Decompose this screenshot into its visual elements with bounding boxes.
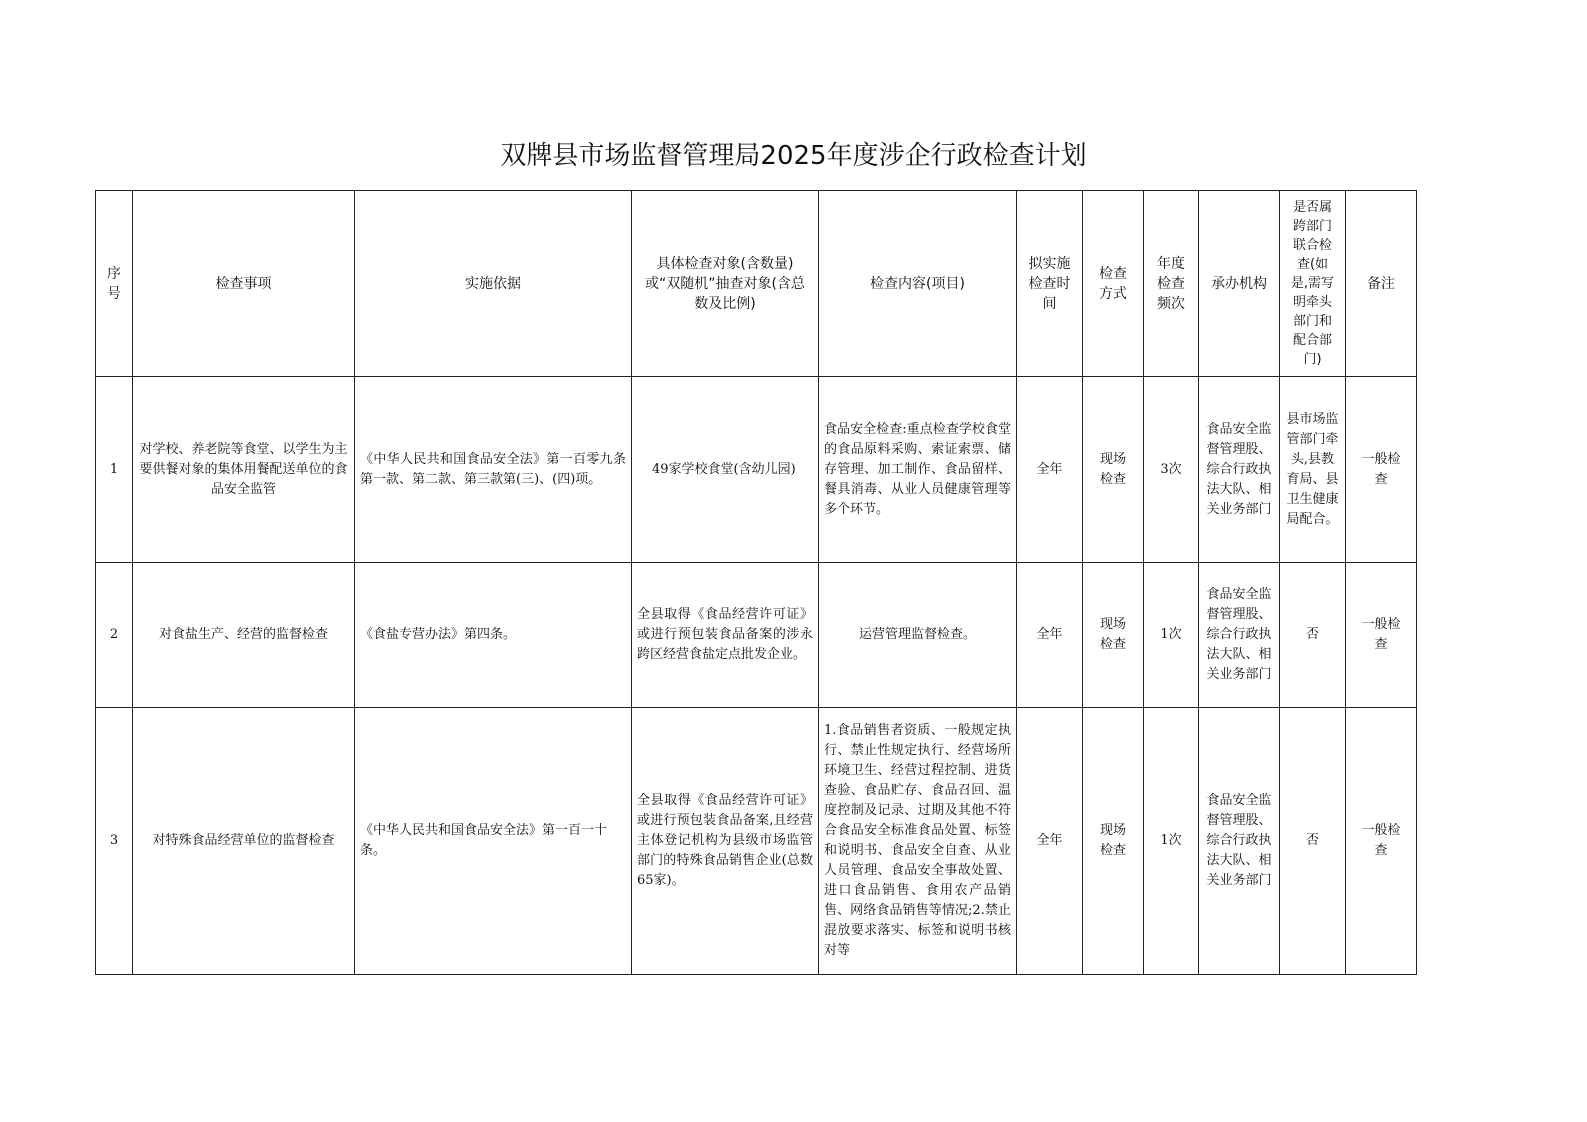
- row-time: 全年: [1017, 563, 1083, 708]
- row-joint: 否: [1280, 708, 1346, 975]
- header-content: 检查内容(项目): [819, 191, 1017, 377]
- row-remark: 一般检查: [1346, 377, 1417, 563]
- header-time: 拟实施检查时间: [1017, 191, 1083, 377]
- row-basis: 《食盐专营办法》第四条。: [355, 563, 632, 708]
- row-method: 现场检查: [1083, 563, 1144, 708]
- row-org: 食品安全监督管理股、综合行政执法大队、相关业务部门: [1199, 563, 1280, 708]
- row-target: 全县取得《食品经营许可证》或进行预包装食品备案,且经营主体登记机构为县级市场监管部门的特殊食品销售企业(总数65家)。: [632, 708, 819, 975]
- row-frequency: 3次: [1144, 377, 1199, 563]
- row-remark: 一般检查: [1346, 563, 1417, 708]
- row-content: [819, 708, 1017, 975]
- page-title: 双牌县市场监督管理局2025年度涉企行政检查计划: [500, 141, 1087, 171]
- row-time: 全年: [1017, 377, 1083, 563]
- row-content: 食品安全检查:重点检查学校食堂的食品原料采购、索证索票、储存管理、加工制作、食品留样、餐具消毒、从业人员健康管理等多个环节。: [819, 377, 1017, 563]
- header-target: 具体检查对象(含数量)或“双随机”抽查对象(含总数及比例): [632, 191, 819, 377]
- table-row: [96, 563, 1417, 708]
- row-time: 全年: [1017, 708, 1083, 975]
- row-seq: 2: [96, 563, 133, 708]
- header-frequency: 年度检查频次: [1144, 191, 1199, 377]
- header-joint: 是否属跨部门联合检查(如是,需写明牵头部门和配合部门): [1280, 191, 1346, 377]
- row-seq: 1: [96, 377, 133, 563]
- table-row: [96, 377, 1417, 563]
- header-basis: 实施依据: [355, 191, 632, 377]
- row-frequency: 1次: [1144, 563, 1199, 708]
- header-seq: 序号: [96, 191, 133, 377]
- row-method: 现场检查: [1083, 708, 1144, 975]
- row-content-text: 1.食品销售者资质、一般规定执行、禁止性规定执行、经营场所环境卫生、经营过程控制、进货查验、食品贮存、食品召回、温度控制及记录、过期及其他不符合食品安全标准食品处置、标签和说明书、食品安全自查、从业人员管理、食品安全事故处置、进口食品销售、食用农产品销售、网络食品销售等情况;2.禁止混放要求落实、标签和说明书核对等: [824, 723, 1011, 958]
- row-content: 运营管理监督检查。: [819, 563, 1017, 708]
- row-item: 对食盐生产、经营的监督检查: [133, 563, 355, 708]
- header-remark: 备注: [1346, 191, 1417, 377]
- row-seq: 3: [96, 708, 133, 975]
- header-item: 检查事项: [133, 191, 355, 377]
- row-remark: 一般检查: [1346, 708, 1417, 975]
- header-org: 承办机构: [1199, 191, 1280, 377]
- header-method: 检查方式: [1083, 191, 1144, 377]
- row-basis: 《中华人民共和国食品安全法》第一百零九条第一款、第二款、第三款第(三)、(四)项。: [355, 377, 632, 563]
- row-item: 对特殊食品经营单位的监督检查: [133, 708, 355, 975]
- row-joint: 否: [1280, 563, 1346, 708]
- row-target: 49家学校食堂(含幼儿园): [632, 377, 819, 563]
- row-joint: 县市场监管部门牵头,县教育局、县卫生健康局配合。: [1280, 377, 1346, 563]
- inspection-plan-table: [95, 190, 1417, 975]
- row-org: 食品安全监督管理股、综合行政执法大队、相关业务部门: [1199, 377, 1280, 563]
- row-frequency: 1次: [1144, 708, 1199, 975]
- table-row: [96, 708, 1417, 975]
- row-org: 食品安全监督管理股、综合行政执法大队、相关业务部门: [1199, 708, 1280, 975]
- row-method: 现场检查: [1083, 377, 1144, 563]
- table-header-row: [96, 191, 1417, 377]
- row-item: 对学校、养老院等食堂、以学生为主要供餐对象的集体用餐配送单位的食品安全监管: [133, 377, 355, 563]
- row-target: 全县取得《食品经营许可证》或进行预包装食品备案的涉永跨区经营食盐定点批发企业。: [632, 563, 819, 708]
- row-basis: 《中华人民共和国食品安全法》第一百一十条。: [355, 708, 632, 975]
